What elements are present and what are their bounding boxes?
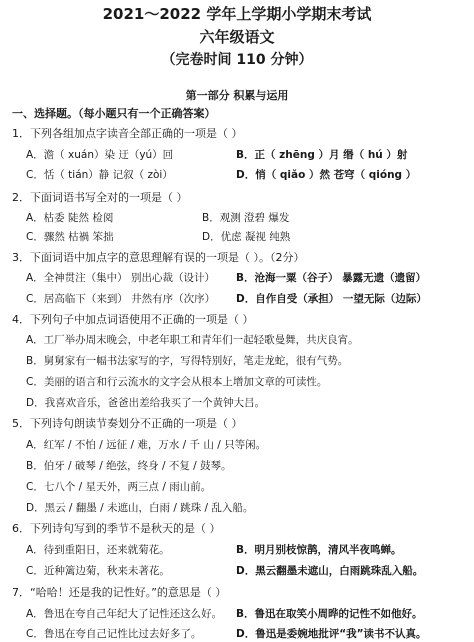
- option-c: C．骤然 枯禍 笨拙: [26, 231, 114, 243]
- section-heading: 一、选择题。（每小题只有一个正确答案）: [12, 107, 216, 120]
- exam-title: 2021～2022 学年上学期小学期末考试: [102, 5, 372, 23]
- option-d: D．黑云翻墨未遮山，白雨跳珠乱入船。: [236, 565, 424, 577]
- option-d: D．自作自受（承担） 一望无际（边际）: [236, 293, 427, 305]
- option-a: A．枯委 陡然 检阅: [26, 212, 114, 224]
- option-a: A．澹（ xuán）染 迂（yú）回: [26, 149, 174, 161]
- option-c: C．近种篱边菊，秋来未著花。: [26, 565, 170, 577]
- option-b: B．伯牙 / 破琴 / 绝弦，终身 / 不复 / 鼓琴。: [26, 460, 232, 472]
- question-stem: 1．下列各组加点字读音全部正确的一项是（ ）: [12, 127, 243, 140]
- option-b: B．明月别枝惊鹊，清风半夜鸣蝉。: [236, 544, 402, 556]
- option-d: D．我喜欢音乐，爸爸出差给我买了一个黄钟大吕。: [26, 397, 266, 409]
- question-stem: 2．下面词语书写全对的一项是（ ）: [12, 191, 188, 204]
- question-stem: 3．下面词语中加点字的意思理解有误的一项是（ ）。（2分）: [12, 251, 305, 264]
- question-stem: 6．下列诗句写到的季节不是秋天的是（ ）: [12, 522, 221, 535]
- option-b: B．舅舅家有一幅书法家写的字，写得特别好，笔走龙蛇，很有气势。: [26, 355, 349, 367]
- time-limit: （完卷时间 110 分钟）: [161, 52, 313, 68]
- option-a: A．鲁迅在夸自己年纪大了记性还这么好。: [26, 608, 223, 620]
- option-c: C．七八个 / 星天外，两三点 / 雨山前。: [26, 481, 212, 493]
- option-d: D．黑云 / 翻墨 / 未遮山，白雨 / 跳珠 / 乱入船。: [26, 502, 254, 514]
- option-a: A．红军 / 不怕 / 远征 / 难，万水 / 千 山 / 只等闲。: [26, 439, 267, 451]
- option-d: D．鲁迅是委婉地批评“我”读书不认真。: [236, 628, 427, 640]
- option-d: D．优虑 凝视 纯熟: [202, 231, 291, 243]
- part-heading: 第一部分 积累与运用: [185, 89, 289, 102]
- grade-subject: 六年级语文: [199, 28, 275, 46]
- option-a: A．待到重阳日，还来就菊花。: [26, 544, 170, 556]
- question-stem: 4．下列句子中加点词语使用不正确的一项是（ ）: [12, 313, 254, 326]
- option-c: C．鲁迅在夸自己记性比过去好多了。: [26, 628, 202, 640]
- option-a: A．工厂举办周末晚会，中老年职工和青年们一起轻歌曼舞，共庆良宵。: [26, 334, 359, 346]
- option-a: A．全神贯注（集中） 别出心裁（设计）: [26, 272, 216, 284]
- question-stem: 5．下列诗句朗读节奏划分不正确的一项是（ ）: [12, 417, 243, 430]
- option-c: C．美丽的语言和行云流水的文字会从根本上增加文章的可读性。: [26, 376, 328, 388]
- question-stem: 7．“哈哈！还是我的记性好。”的意思是（ ）: [12, 586, 227, 599]
- option-b: B．观测 澄碧 爆发: [202, 212, 290, 224]
- option-b: B．鲁迅在取笑小周晔的记性不如他好。: [236, 608, 423, 620]
- option-c: C．居高临下（来到） 井然有序（次序）: [26, 293, 216, 305]
- option-c: C．恬（ tián）静 记叙（ zòi）: [26, 169, 173, 181]
- option-b: B．沧海一粟（谷子） 暴露无遗（遗留）: [236, 272, 427, 284]
- option-b: B．正（ zhēng ）月 缗（ hú ）射: [236, 149, 408, 161]
- option-d: D．悄（ qiǎo ）然 苍穹（ qióng ）: [236, 169, 417, 181]
